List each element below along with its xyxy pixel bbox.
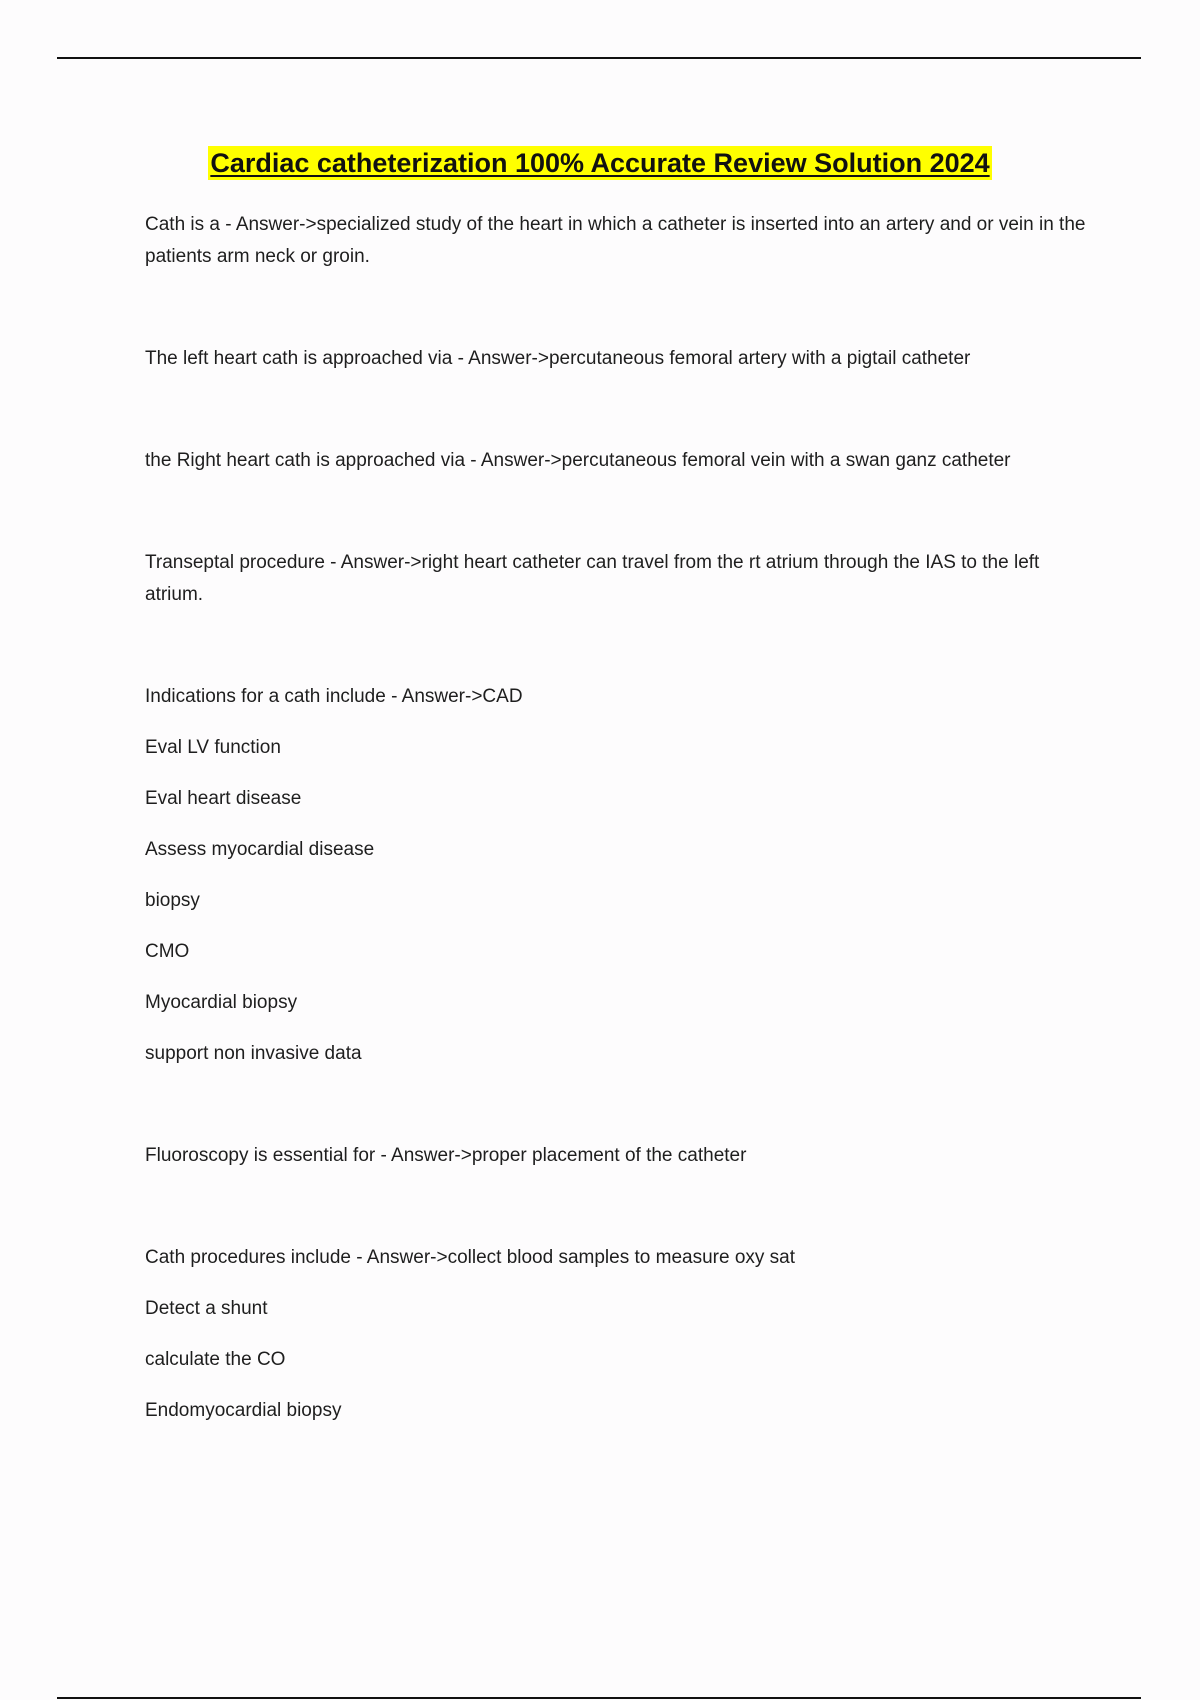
- qa-paragraph: Transeptal procedure - Answer->right heart catheter can travel from the rt atrium through the IAS to the left atrium.: [145, 552, 1040, 605]
- qa-paragraph: The left heart cath is approached via - Answer->percutaneous femoral artery with a pigtail catheter: [145, 348, 971, 369]
- header-rule: [57, 57, 1141, 59]
- document-body: [145, 209, 1095, 1427]
- list-line: calculate the CO: [145, 1349, 286, 1370]
- list-line: biopsy: [145, 890, 200, 911]
- footer-rule: [57, 1697, 1141, 1699]
- qa-paragraph: Cath procedures include - Answer->collect blood samples to measure oxy sat: [145, 1247, 796, 1268]
- title-container: [0, 146, 1200, 180]
- list-line: support non invasive data: [145, 1043, 362, 1064]
- list-line: Eval heart disease: [145, 788, 302, 809]
- list-line: Endomyocardial biopsy: [145, 1400, 342, 1421]
- list-line: Myocardial biopsy: [145, 992, 298, 1013]
- list-line: Eval LV function: [145, 737, 281, 758]
- document-title: Cardiac catheterization 100% Accurate Review Solution 2024: [210, 148, 990, 178]
- list-line: Detect a shunt: [145, 1298, 268, 1319]
- list-line: CMO: [145, 941, 190, 962]
- qa-paragraph: Cath is a - Answer->specialized study of the heart in which a catheter is inserted into an artery and or vein in the patients arm neck or groin.: [145, 214, 1086, 267]
- qa-paragraph: the Right heart cath is approached via - Answer->percutaneous femoral vein with a swan ganz catheter: [145, 450, 1011, 471]
- list-line: Assess myocardial disease: [145, 839, 375, 860]
- qa-paragraph: Indications for a cath include - Answer->CAD: [145, 686, 523, 707]
- qa-paragraph: Fluoroscopy is essential for - Answer->proper placement of the catheter: [145, 1145, 747, 1166]
